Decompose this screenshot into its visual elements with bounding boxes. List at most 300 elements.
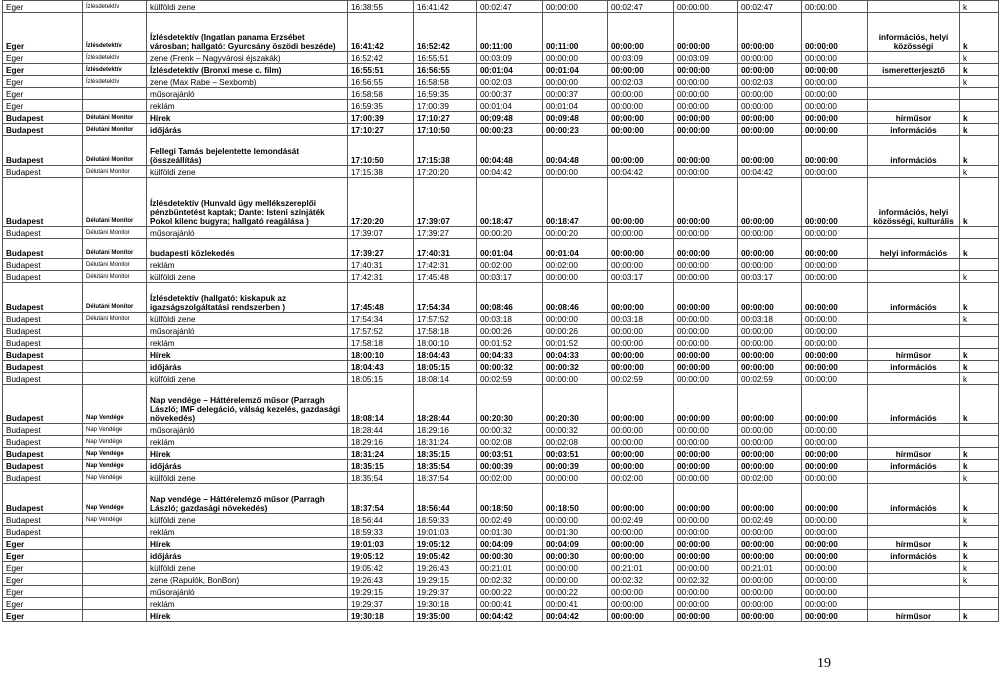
table-row bbox=[3, 325, 999, 337]
table-row bbox=[3, 64, 999, 76]
start-time-cell: 19:05:42 bbox=[348, 562, 414, 574]
time-column-4-cell: 00:00:00 bbox=[738, 13, 802, 52]
time-column-1-cell: 00:00:20 bbox=[543, 227, 608, 239]
start-time-cell: 16:52:42 bbox=[348, 52, 414, 64]
show-cell: Ízlésdetektív bbox=[83, 13, 147, 52]
show-cell bbox=[83, 88, 147, 100]
duration-cell: 00:00:22 bbox=[477, 586, 543, 598]
program-cell: műsorajánló bbox=[147, 88, 348, 100]
show-cell: Délutáni Monitor bbox=[83, 259, 147, 271]
type-cell: k bbox=[960, 52, 999, 64]
time-column-4-cell: 00:00:00 bbox=[738, 526, 802, 538]
time-column-3-cell: 00:00:00 bbox=[674, 166, 738, 178]
time-column-4-cell: 00:00:00 bbox=[738, 448, 802, 460]
time-column-1-cell: 00:00:00 bbox=[543, 574, 608, 586]
program-cell: reklám bbox=[147, 526, 348, 538]
type-cell: k bbox=[960, 76, 999, 88]
genre-cell: információs bbox=[868, 484, 960, 514]
type-cell: k bbox=[960, 538, 999, 550]
type-cell: k bbox=[960, 562, 999, 574]
type-cell: k bbox=[960, 283, 999, 313]
time-column-5-cell: 00:00:00 bbox=[802, 283, 868, 313]
duration-cell: 00:01:04 bbox=[477, 100, 543, 112]
duration-cell: 00:00:23 bbox=[477, 124, 543, 136]
time-column-4-cell: 00:00:00 bbox=[738, 484, 802, 514]
time-column-1-cell: 00:00:00 bbox=[543, 76, 608, 88]
type-cell: k bbox=[960, 166, 999, 178]
type-cell: k bbox=[960, 313, 999, 325]
time-column-3-cell: 00:00:00 bbox=[674, 562, 738, 574]
end-time-cell: 17:45:48 bbox=[414, 271, 477, 283]
show-cell bbox=[83, 100, 147, 112]
end-time-cell: 17:57:52 bbox=[414, 313, 477, 325]
program-cell: időjárás bbox=[147, 124, 348, 136]
city-cell: Budapest bbox=[3, 178, 83, 227]
time-column-5-cell: 00:00:00 bbox=[802, 88, 868, 100]
duration-cell: 00:02:03 bbox=[477, 76, 543, 88]
time-column-4-cell: 00:00:00 bbox=[738, 52, 802, 64]
city-cell: Budapest bbox=[3, 349, 83, 361]
time-column-2-cell: 00:00:00 bbox=[608, 484, 674, 514]
genre-cell: információs bbox=[868, 385, 960, 424]
table-row bbox=[3, 1, 999, 13]
time-column-4-cell: 00:00:00 bbox=[738, 259, 802, 271]
time-column-5-cell: 00:00:00 bbox=[802, 385, 868, 424]
time-column-4-cell: 00:00:00 bbox=[738, 112, 802, 124]
start-time-cell: 17:15:38 bbox=[348, 166, 414, 178]
program-cell: külföldi zene bbox=[147, 1, 348, 13]
time-column-2-cell: 00:00:00 bbox=[608, 227, 674, 239]
time-column-4-cell: 00:00:00 bbox=[738, 424, 802, 436]
table-row bbox=[3, 424, 999, 436]
table-row bbox=[3, 538, 999, 550]
time-column-1-cell: 00:01:30 bbox=[543, 526, 608, 538]
time-column-4-cell: 00:00:00 bbox=[738, 598, 802, 610]
program-cell: Nap vendége – Háttérelemző műsor (Parragh László; gazdasági növekedés) bbox=[147, 484, 348, 514]
genre-cell: információs, helyi közösségi, kulturális bbox=[868, 178, 960, 227]
time-column-5-cell: 00:00:00 bbox=[802, 13, 868, 52]
type-cell: k bbox=[960, 136, 999, 166]
genre-cell bbox=[868, 337, 960, 349]
show-cell bbox=[83, 349, 147, 361]
duration-cell: 00:03:18 bbox=[477, 313, 543, 325]
time-column-2-cell: 00:00:00 bbox=[608, 538, 674, 550]
genre-cell bbox=[868, 598, 960, 610]
show-cell: Ízlésdetektív bbox=[83, 76, 147, 88]
show-cell bbox=[83, 337, 147, 349]
time-column-5-cell: 00:00:00 bbox=[802, 538, 868, 550]
table-row bbox=[3, 562, 999, 574]
city-cell: Eger bbox=[3, 598, 83, 610]
time-column-5-cell: 00:00:00 bbox=[802, 76, 868, 88]
show-cell: Ízlésdetektív bbox=[83, 64, 147, 76]
end-time-cell: 16:56:55 bbox=[414, 64, 477, 76]
table-row bbox=[3, 526, 999, 538]
city-cell: Budapest bbox=[3, 460, 83, 472]
time-column-5-cell: 00:00:00 bbox=[802, 112, 868, 124]
show-cell: Nap Vendége bbox=[83, 424, 147, 436]
table-row bbox=[3, 337, 999, 349]
time-column-5-cell: 00:00:00 bbox=[802, 436, 868, 448]
program-cell: műsorajánló bbox=[147, 227, 348, 239]
time-column-1-cell: 00:18:50 bbox=[543, 484, 608, 514]
time-column-2-cell: 00:02:49 bbox=[608, 514, 674, 526]
genre-cell: hírműsor bbox=[868, 349, 960, 361]
time-column-4-cell: 00:00:00 bbox=[738, 325, 802, 337]
end-time-cell: 18:08:14 bbox=[414, 373, 477, 385]
end-time-cell: 17:10:50 bbox=[414, 124, 477, 136]
table-row bbox=[3, 598, 999, 610]
type-cell: k bbox=[960, 64, 999, 76]
show-cell: Délutáni Monitor bbox=[83, 271, 147, 283]
table-row bbox=[3, 349, 999, 361]
duration-cell: 00:21:01 bbox=[477, 562, 543, 574]
duration-cell: 00:00:41 bbox=[477, 598, 543, 610]
table-row bbox=[3, 586, 999, 598]
program-cell: Ízlésdetektív (hallgató: kiskapuk az igazságszolgáltatási rendszerben ) bbox=[147, 283, 348, 313]
show-cell bbox=[83, 586, 147, 598]
table-row bbox=[3, 610, 999, 622]
time-column-1-cell: 00:18:47 bbox=[543, 178, 608, 227]
end-time-cell: 17:00:39 bbox=[414, 100, 477, 112]
show-cell bbox=[83, 610, 147, 622]
genre-cell bbox=[868, 562, 960, 574]
time-column-4-cell: 00:00:00 bbox=[738, 337, 802, 349]
time-column-3-cell: 00:00:00 bbox=[674, 124, 738, 136]
time-column-5-cell: 00:00:00 bbox=[802, 526, 868, 538]
program-cell: időjárás bbox=[147, 550, 348, 562]
time-column-2-cell: 00:04:42 bbox=[608, 166, 674, 178]
genre-cell bbox=[868, 313, 960, 325]
city-cell: Budapest bbox=[3, 472, 83, 484]
start-time-cell: 19:30:18 bbox=[348, 610, 414, 622]
page-number: 19 bbox=[817, 656, 831, 671]
end-time-cell: 16:59:35 bbox=[414, 88, 477, 100]
genre-cell bbox=[868, 373, 960, 385]
time-column-2-cell: 00:00:00 bbox=[608, 550, 674, 562]
time-column-5-cell: 00:00:00 bbox=[802, 313, 868, 325]
end-time-cell: 18:37:54 bbox=[414, 472, 477, 484]
duration-cell: 00:00:32 bbox=[477, 361, 543, 373]
program-cell: külföldi zene bbox=[147, 373, 348, 385]
time-column-4-cell: 00:00:00 bbox=[738, 361, 802, 373]
type-cell: k bbox=[960, 472, 999, 484]
time-column-3-cell: 00:00:00 bbox=[674, 239, 738, 259]
time-column-3-cell: 00:00:00 bbox=[674, 313, 738, 325]
genre-cell: információs bbox=[868, 460, 960, 472]
time-column-5-cell: 00:00:00 bbox=[802, 586, 868, 598]
time-column-5-cell: 00:00:00 bbox=[802, 124, 868, 136]
type-cell: k bbox=[960, 574, 999, 586]
show-cell: Nap Vendége bbox=[83, 385, 147, 424]
start-time-cell: 19:05:12 bbox=[348, 550, 414, 562]
genre-cell: információs bbox=[868, 361, 960, 373]
show-cell bbox=[83, 574, 147, 586]
time-column-1-cell: 00:00:41 bbox=[543, 598, 608, 610]
end-time-cell: 19:26:43 bbox=[414, 562, 477, 574]
time-column-5-cell: 00:00:00 bbox=[802, 460, 868, 472]
start-time-cell: 17:42:31 bbox=[348, 271, 414, 283]
start-time-cell: 18:04:43 bbox=[348, 361, 414, 373]
show-cell: Nap Vendége bbox=[83, 460, 147, 472]
time-column-1-cell: 00:00:00 bbox=[543, 271, 608, 283]
time-column-4-cell: 00:02:03 bbox=[738, 76, 802, 88]
time-column-3-cell: 00:00:00 bbox=[674, 373, 738, 385]
time-column-5-cell: 00:00:00 bbox=[802, 337, 868, 349]
time-column-1-cell: 00:04:09 bbox=[543, 538, 608, 550]
time-column-4-cell: 00:00:00 bbox=[738, 574, 802, 586]
genre-cell bbox=[868, 586, 960, 598]
time-column-3-cell: 00:00:00 bbox=[674, 337, 738, 349]
time-column-1-cell: 00:02:08 bbox=[543, 436, 608, 448]
type-cell bbox=[960, 436, 999, 448]
genre-cell: információs, helyi közösségi bbox=[868, 13, 960, 52]
table-row bbox=[3, 88, 999, 100]
genre-cell bbox=[868, 227, 960, 239]
time-column-3-cell: 00:03:09 bbox=[674, 52, 738, 64]
table-row bbox=[3, 385, 999, 424]
type-cell bbox=[960, 526, 999, 538]
city-cell: Budapest bbox=[3, 337, 83, 349]
type-cell: k bbox=[960, 124, 999, 136]
duration-cell: 00:00:39 bbox=[477, 460, 543, 472]
time-column-1-cell: 00:00:26 bbox=[543, 325, 608, 337]
type-cell bbox=[960, 598, 999, 610]
city-cell: Budapest bbox=[3, 283, 83, 313]
type-cell: k bbox=[960, 112, 999, 124]
start-time-cell: 17:20:20 bbox=[348, 178, 414, 227]
time-column-4-cell: 00:04:42 bbox=[738, 166, 802, 178]
table-row bbox=[3, 166, 999, 178]
time-column-4-cell: 00:00:00 bbox=[738, 436, 802, 448]
program-cell: Hírek bbox=[147, 538, 348, 550]
end-time-cell: 17:15:38 bbox=[414, 136, 477, 166]
table-row bbox=[3, 112, 999, 124]
start-time-cell: 18:05:15 bbox=[348, 373, 414, 385]
end-time-cell: 19:05:12 bbox=[414, 538, 477, 550]
program-cell: külföldi zene bbox=[147, 562, 348, 574]
genre-cell bbox=[868, 1, 960, 13]
genre-cell: hírműsor bbox=[868, 112, 960, 124]
table-row bbox=[3, 124, 999, 136]
city-cell: Eger bbox=[3, 538, 83, 550]
table-row bbox=[3, 271, 999, 283]
city-cell: Eger bbox=[3, 88, 83, 100]
duration-cell: 00:04:42 bbox=[477, 610, 543, 622]
table-row bbox=[3, 436, 999, 448]
end-time-cell: 17:20:20 bbox=[414, 166, 477, 178]
time-column-3-cell: 00:00:00 bbox=[674, 484, 738, 514]
time-column-4-cell: 00:00:00 bbox=[738, 64, 802, 76]
end-time-cell: 16:58:58 bbox=[414, 76, 477, 88]
time-column-5-cell: 00:00:00 bbox=[802, 598, 868, 610]
city-cell: Eger bbox=[3, 586, 83, 598]
time-column-4-cell: 00:00:00 bbox=[738, 586, 802, 598]
time-column-1-cell: 00:11:00 bbox=[543, 13, 608, 52]
time-column-5-cell: 00:00:00 bbox=[802, 325, 868, 337]
duration-cell: 00:01:30 bbox=[477, 526, 543, 538]
program-cell: reklám bbox=[147, 259, 348, 271]
start-time-cell: 17:57:52 bbox=[348, 325, 414, 337]
program-cell: Nap vendége – Háttérelemző műsor (Parragh László; IMF delegáció, válság kezelés, gazdasági növekedés) bbox=[147, 385, 348, 424]
type-cell bbox=[960, 259, 999, 271]
type-cell bbox=[960, 424, 999, 436]
genre-cell: hírműsor bbox=[868, 448, 960, 460]
time-column-1-cell: 00:00:00 bbox=[543, 514, 608, 526]
time-column-2-cell: 00:00:00 bbox=[608, 100, 674, 112]
start-time-cell: 16:59:35 bbox=[348, 100, 414, 112]
program-cell: külföldi zene bbox=[147, 313, 348, 325]
end-time-cell: 18:29:16 bbox=[414, 424, 477, 436]
city-cell: Budapest bbox=[3, 112, 83, 124]
end-time-cell: 19:05:42 bbox=[414, 550, 477, 562]
genre-cell bbox=[868, 76, 960, 88]
show-cell: Délutáni Monitor bbox=[83, 178, 147, 227]
time-column-1-cell: 00:00:30 bbox=[543, 550, 608, 562]
type-cell: k bbox=[960, 460, 999, 472]
genre-cell bbox=[868, 166, 960, 178]
time-column-5-cell: 00:00:00 bbox=[802, 52, 868, 64]
time-column-2-cell: 00:02:47 bbox=[608, 1, 674, 13]
table-row bbox=[3, 514, 999, 526]
show-cell: Ízlésdetektív bbox=[83, 1, 147, 13]
time-column-3-cell: 00:00:00 bbox=[674, 610, 738, 622]
time-column-5-cell: 00:00:00 bbox=[802, 271, 868, 283]
duration-cell: 00:02:00 bbox=[477, 259, 543, 271]
start-time-cell: 18:29:16 bbox=[348, 436, 414, 448]
city-cell: Budapest bbox=[3, 227, 83, 239]
time-column-2-cell: 00:00:00 bbox=[608, 610, 674, 622]
program-cell: műsorajánló bbox=[147, 586, 348, 598]
program-cell: időjárás bbox=[147, 361, 348, 373]
start-time-cell: 18:08:14 bbox=[348, 385, 414, 424]
start-time-cell: 16:58:58 bbox=[348, 88, 414, 100]
end-time-cell: 17:39:27 bbox=[414, 227, 477, 239]
start-time-cell: 18:28:44 bbox=[348, 424, 414, 436]
start-time-cell: 17:39:27 bbox=[348, 239, 414, 259]
time-column-1-cell: 00:00:00 bbox=[543, 373, 608, 385]
time-column-1-cell: 00:04:33 bbox=[543, 349, 608, 361]
time-column-1-cell: 00:04:42 bbox=[543, 610, 608, 622]
city-cell: Budapest bbox=[3, 448, 83, 460]
duration-cell: 00:03:09 bbox=[477, 52, 543, 64]
genre-cell bbox=[868, 514, 960, 526]
time-column-1-cell: 00:00:22 bbox=[543, 586, 608, 598]
show-cell: Délutáni Monitor bbox=[83, 283, 147, 313]
end-time-cell: 19:30:18 bbox=[414, 598, 477, 610]
show-cell: Délutáni Monitor bbox=[83, 239, 147, 259]
time-column-4-cell: 00:00:00 bbox=[738, 88, 802, 100]
genre-cell bbox=[868, 88, 960, 100]
duration-cell: 00:03:51 bbox=[477, 448, 543, 460]
end-time-cell: 18:28:44 bbox=[414, 385, 477, 424]
time-column-2-cell: 00:00:00 bbox=[608, 337, 674, 349]
genre-cell: információs bbox=[868, 124, 960, 136]
start-time-cell: 19:29:37 bbox=[348, 598, 414, 610]
program-cell: külföldi zene bbox=[147, 472, 348, 484]
time-column-2-cell: 00:00:00 bbox=[608, 526, 674, 538]
duration-cell: 00:18:47 bbox=[477, 178, 543, 227]
show-cell: Délutáni Monitor bbox=[83, 227, 147, 239]
show-cell bbox=[83, 325, 147, 337]
time-column-1-cell: 00:04:48 bbox=[543, 136, 608, 166]
time-column-1-cell: 00:00:32 bbox=[543, 361, 608, 373]
start-time-cell: 16:38:55 bbox=[348, 1, 414, 13]
table-row bbox=[3, 574, 999, 586]
duration-cell: 00:00:26 bbox=[477, 325, 543, 337]
genre-cell bbox=[868, 436, 960, 448]
table-row bbox=[3, 448, 999, 460]
time-column-1-cell: 00:08:46 bbox=[543, 283, 608, 313]
genre-cell: hírműsor bbox=[868, 538, 960, 550]
program-cell: időjárás bbox=[147, 460, 348, 472]
time-column-2-cell: 00:00:00 bbox=[608, 436, 674, 448]
show-cell: Nap Vendége bbox=[83, 448, 147, 460]
genre-cell bbox=[868, 526, 960, 538]
end-time-cell: 18:00:10 bbox=[414, 337, 477, 349]
time-column-2-cell: 00:00:00 bbox=[608, 112, 674, 124]
time-column-4-cell: 00:00:00 bbox=[738, 239, 802, 259]
start-time-cell: 18:35:15 bbox=[348, 460, 414, 472]
time-column-2-cell: 00:00:00 bbox=[608, 349, 674, 361]
duration-cell: 00:03:17 bbox=[477, 271, 543, 283]
time-column-5-cell: 00:00:00 bbox=[802, 239, 868, 259]
city-cell: Budapest bbox=[3, 259, 83, 271]
type-cell: k bbox=[960, 13, 999, 52]
show-cell bbox=[83, 550, 147, 562]
duration-cell: 00:18:50 bbox=[477, 484, 543, 514]
time-column-5-cell: 00:00:00 bbox=[802, 472, 868, 484]
city-cell: Budapest bbox=[3, 484, 83, 514]
city-cell: Budapest bbox=[3, 239, 83, 259]
end-time-cell: 19:01:03 bbox=[414, 526, 477, 538]
time-column-4-cell: 00:00:00 bbox=[738, 385, 802, 424]
time-column-2-cell: 00:00:00 bbox=[608, 598, 674, 610]
time-column-3-cell: 00:00:00 bbox=[674, 349, 738, 361]
program-cell: Fellegi Tamás bejelentette lemondását (összeállítás) bbox=[147, 136, 348, 166]
time-column-1-cell: 00:02:00 bbox=[543, 259, 608, 271]
genre-cell: ismeretterjesztő bbox=[868, 64, 960, 76]
start-time-cell: 16:55:51 bbox=[348, 64, 414, 76]
city-cell: Budapest bbox=[3, 373, 83, 385]
table-row bbox=[3, 76, 999, 88]
time-column-5-cell: 00:00:00 bbox=[802, 514, 868, 526]
program-cell: külföldi zene bbox=[147, 166, 348, 178]
start-time-cell: 17:39:07 bbox=[348, 227, 414, 239]
end-time-cell: 18:35:54 bbox=[414, 460, 477, 472]
time-column-3-cell: 00:00:00 bbox=[674, 88, 738, 100]
time-column-5-cell: 00:00:00 bbox=[802, 361, 868, 373]
time-column-3-cell: 00:00:00 bbox=[674, 178, 738, 227]
city-cell: Eger bbox=[3, 76, 83, 88]
city-cell: Budapest bbox=[3, 124, 83, 136]
type-cell: k bbox=[960, 484, 999, 514]
time-column-4-cell: 00:03:18 bbox=[738, 313, 802, 325]
start-time-cell: 17:10:50 bbox=[348, 136, 414, 166]
time-column-2-cell: 00:00:00 bbox=[608, 239, 674, 259]
time-column-4-cell: 00:00:00 bbox=[738, 538, 802, 550]
genre-cell: helyi információs bbox=[868, 239, 960, 259]
time-column-3-cell: 00:00:00 bbox=[674, 136, 738, 166]
time-column-4-cell: 00:00:00 bbox=[738, 178, 802, 227]
city-cell: Eger bbox=[3, 13, 83, 52]
duration-cell: 00:02:08 bbox=[477, 436, 543, 448]
time-column-5-cell: 00:00:00 bbox=[802, 349, 868, 361]
table-row bbox=[3, 361, 999, 373]
program-cell: budapesti közlekedés bbox=[147, 239, 348, 259]
time-column-4-cell: 00:00:00 bbox=[738, 460, 802, 472]
city-cell: Budapest bbox=[3, 526, 83, 538]
